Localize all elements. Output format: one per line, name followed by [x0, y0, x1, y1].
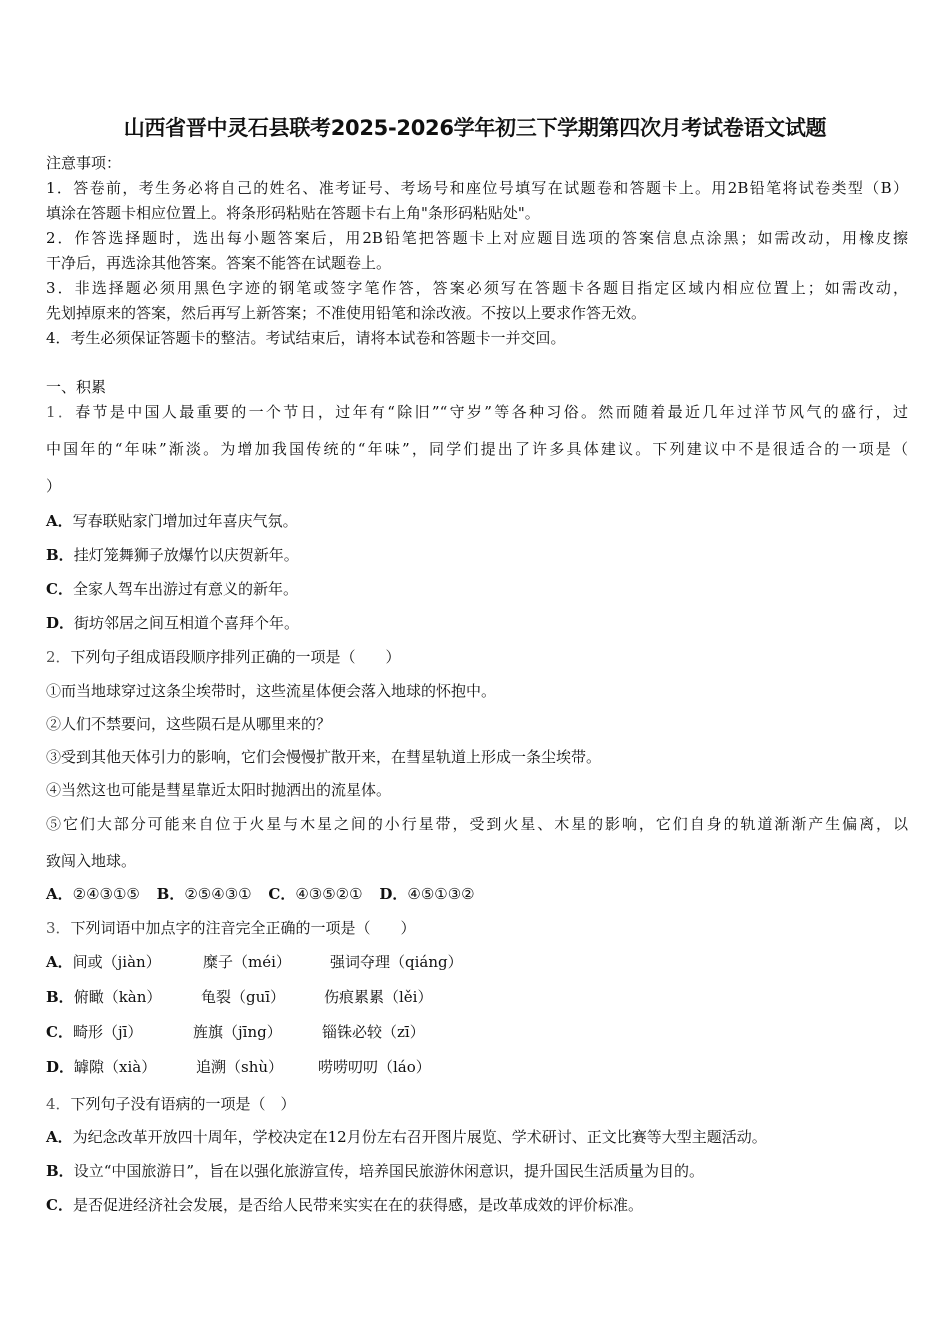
notice-line: 2．作答选择题时，选出每小题答案后，用2B铅笔把答题卡上对应题目选项的答案信息点涂黑；如需改动，用橡皮擦	[46, 229, 908, 247]
option-key: D．	[46, 1058, 75, 1076]
option-c	[46, 1194, 643, 1215]
option-word: 伤痕累累（lěi）	[324, 988, 433, 1006]
option-text: 为纪念改革开放四十周年，学校决定在12月份左右召开图片展览、学术研讨、正文比赛等大型主题活动。	[72, 1128, 767, 1146]
option-text: 写春联贴家门增加过年喜庆气氛。	[72, 512, 298, 530]
option-word: 俯瞰（kàn）	[73, 988, 162, 1006]
option-word: 锱铢必较（zī）	[322, 1023, 425, 1041]
question-1-line	[46, 401, 908, 422]
option-text: ④⑤①③②	[407, 885, 475, 903]
option-a	[46, 951, 463, 972]
question-2-options	[46, 883, 475, 904]
option-c	[46, 1021, 425, 1042]
page-title: 山西省晋中灵石县联考2025-2026学年初三下学期第四次月考试卷语文试题	[123, 116, 827, 140]
option-c	[46, 578, 298, 599]
section-heading: 一、积累	[46, 378, 107, 396]
notice-line: 填涂在答题卡相应位置上。将条形码粘贴在答题卡右上角"条形码粘贴处"。	[46, 204, 540, 222]
notice-line: 3．非选择题必须用黑色字迹的钢笔或签字笔作答，答案必须写在答题卡各题目指定区域内相应位置上；如需改动，	[46, 279, 908, 297]
question-4-text: 下列句子没有语病的一项是（ ）	[70, 1095, 296, 1113]
option-text: 是否促进经济社会发展，是否给人民带来实实在在的获得感，是改革成效的评价标准。	[72, 1196, 643, 1214]
option-b	[46, 986, 433, 1007]
option-text: 设立“中国旅游日”，旨在以强化旅游宣传，培养国民旅游休闲意识，提升国民生活质量为目的。	[73, 1162, 705, 1180]
sentence: ④当然这也可能是彗星靠近太阳时抛洒出的流星体。	[46, 781, 392, 799]
option-word: 龟裂（guī）	[201, 988, 286, 1006]
sentence: ②人们不禁要问，这些陨石是从哪里来的？	[46, 715, 332, 733]
question-3-text: 下列词语中加点字的注音完全正确的一项是（ ）	[70, 919, 416, 937]
option-key: A．	[46, 953, 73, 971]
option-a	[46, 1126, 767, 1147]
question-1-line: ）	[46, 477, 62, 495]
option-a	[46, 510, 298, 531]
option-key: D．	[379, 885, 408, 903]
option-b	[46, 544, 299, 565]
option-key: C．	[46, 580, 73, 598]
option-key: C．	[46, 1196, 73, 1214]
option-d	[46, 1056, 431, 1077]
notice-line: 4．考生必须保证答题卡的整洁。考试结束后，请将本试卷和答题卡一并交回。	[46, 329, 566, 347]
question-number: 2．	[46, 648, 71, 666]
option-d	[46, 612, 299, 633]
question-number: 4．	[46, 1095, 71, 1113]
option-text: ④③⑤②①	[295, 885, 363, 903]
sentence: 致闯入地球。	[46, 852, 137, 870]
option-text: ②④③①⑤	[72, 885, 140, 903]
option-key: B．	[46, 988, 74, 1006]
option-word: 罅隙（xià）	[74, 1058, 157, 1076]
sentence: ①而当地球穿过这条尘埃带时，这些流星体便会落入地球的怀抱中。	[46, 682, 497, 700]
option-key: D．	[46, 614, 75, 632]
option-key: A．	[46, 512, 73, 530]
option-b	[46, 1160, 704, 1181]
option-text: 全家人驾车出游过有意义的新年。	[72, 580, 298, 598]
option-text: ②⑤④③①	[184, 885, 252, 903]
notice-heading: 注意事项：	[46, 154, 122, 172]
option-key: A．	[46, 1128, 73, 1146]
option-key: B．	[46, 546, 74, 564]
question-1-text: 春节是中国人最重要的一个节日，过年有“除旧”“守岁”等各种习俗。然而随着最近几年过洋节风气的盛行，过	[75, 403, 908, 421]
question-number: 1．	[46, 403, 76, 421]
option-text: 挂灯笼舞狮子放爆竹以庆贺新年。	[73, 546, 299, 564]
sentence: ③受到其他天体引力的影响，它们会慢慢扩散开来，在彗星轨道上形成一条尘埃带。	[46, 748, 602, 766]
option-key: C．	[46, 1023, 73, 1041]
question-1-line: 中国年的“年味”渐淡。为增加我国传统的“年味”，同学们提出了许多具体建议。下列建议中不是很适合的一项是（	[46, 440, 908, 458]
question-2-stem	[46, 646, 401, 667]
option-key: B．	[156, 885, 185, 903]
question-number: 3．	[46, 919, 71, 937]
notice-line: 干净后，再选涂其他答案。答案不能答在试题卷上。	[46, 254, 392, 272]
option-word: 间或（jiàn）	[72, 953, 161, 971]
sentence: ⑤它们大部分可能来自位于火星与木星之间的小行星带，受到火星、木星的影响，它们自身的轨道渐渐产生偏离，以	[46, 815, 908, 833]
notice-line: 1．答卷前，考生务必将自己的姓名、准考证号、考场号和座位号填写在试题卷和答题卡上。用2B铅笔将试卷类型（B）	[46, 179, 908, 197]
notice-line: 先划掉原来的答案，然后再写上新答案；不准使用铅笔和涂改液。不按以上要求作答无效。	[46, 304, 647, 322]
option-word: 旌旗（jīng）	[193, 1023, 282, 1041]
option-key: B．	[46, 1162, 74, 1180]
option-word: 强词夺理（qiáng）	[330, 953, 463, 971]
option-text: 街坊邻居之间互相道个喜拜个年。	[74, 614, 300, 632]
option-key: A．	[46, 885, 73, 903]
option-word: 糜子（méi）	[203, 953, 291, 971]
question-2-text: 下列句子组成语段顺序排列正确的一项是（ ）	[70, 648, 401, 666]
option-word: 追溯（shù）	[196, 1058, 284, 1076]
option-word: 畸形（jī）	[72, 1023, 143, 1041]
question-4-stem	[46, 1093, 296, 1114]
option-word: 唠唠叨叨（láo）	[318, 1058, 431, 1076]
question-3-stem	[46, 917, 416, 938]
option-key: C．	[268, 885, 296, 903]
